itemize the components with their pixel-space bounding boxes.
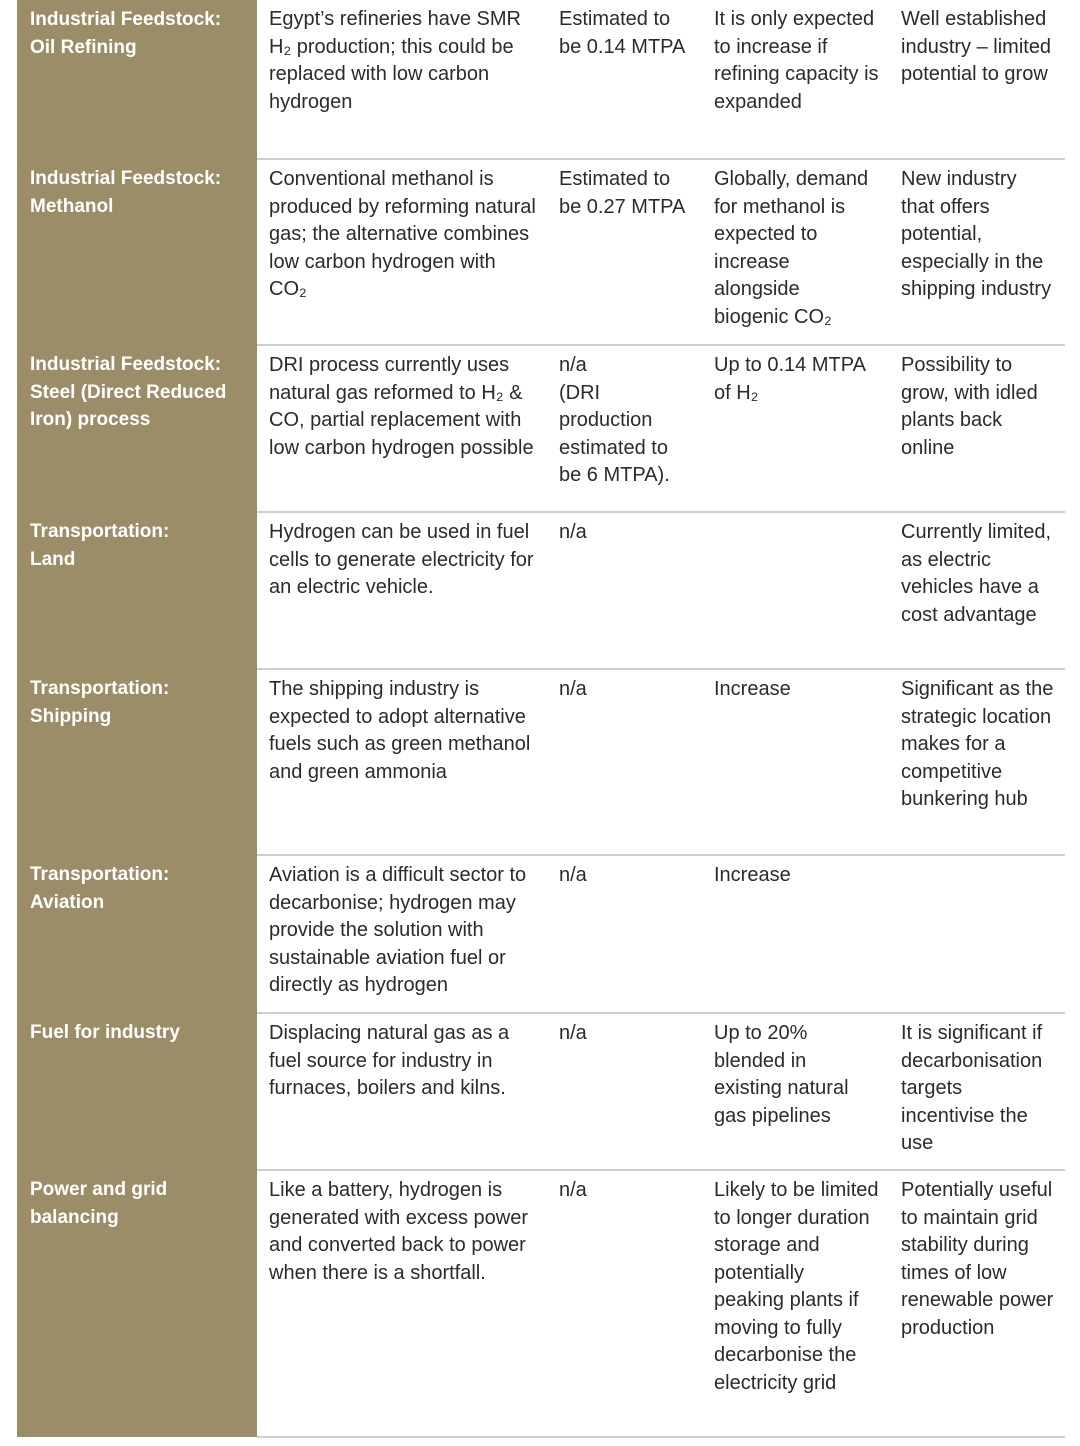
table-row <box>17 1013 1065 1170</box>
potential-cell: Significant as the strategic location makes for a competitive bunkering hub <box>889 669 1065 855</box>
potential-cell: New industry that offers potential, especially in the shipping industry <box>889 159 1065 345</box>
demand-cell: n/a <box>547 855 702 1013</box>
potential-cell: Currently limited, as electric vehicles have a cost advantage <box>889 512 1065 669</box>
description-cell: Aviation is a difficult sector to decarbonise; hydrogen may provide the solution with sustainable aviation fuel or directly as hydrogen <box>257 855 547 1013</box>
table-row <box>17 669 1065 855</box>
description-cell: Egypt’s refineries have SMR H₂ production; this could be replaced with low carbon hydrogen <box>257 0 547 159</box>
sector-label: Industrial Feedstock: Oil Refining <box>30 9 222 58</box>
outlook-cell: Up to 20% blended in existing natural gas pipelines <box>702 1013 889 1170</box>
sector-label: Transportation: Aviation <box>30 864 170 913</box>
outlook-cell: Likely to be limited to longer duration storage and potentially peaking plants if moving to fully decarbonise the electricity grid <box>702 1170 889 1437</box>
outlook-cell: Increase <box>702 669 889 855</box>
demand-cell: n/a (DRI production estimated to be 6 MTPA). <box>547 345 702 512</box>
potential-cell: Possibility to grow, with idled plants back online <box>889 345 1065 512</box>
demand-cell: n/a <box>547 669 702 855</box>
potential-cell: It is significant if decarbonisation targets incentivise the use <box>889 1013 1065 1170</box>
table-row <box>17 512 1065 669</box>
sector-label: Industrial Feedstock: Methanol <box>30 168 222 217</box>
outlook-cell: It is only expected to increase if refining capacity is expanded <box>702 0 889 159</box>
sector-label: Transportation: Shipping <box>30 678 170 727</box>
description-cell: DRI process currently uses natural gas reformed to H₂ & CO, partial replacement with low carbon hydrogen possible <box>257 345 547 512</box>
sector-label: Transportation: Land <box>30 521 170 570</box>
description-cell: Conventional methanol is produced by reforming natural gas; the alternative combines low carbon hydrogen with CO₂ <box>257 159 547 345</box>
description-cell: Displacing natural gas as a fuel source for industry in furnaces, boilers and kilns. <box>257 1013 547 1170</box>
outlook-cell: Globally, demand for methanol is expected to increase alongside biogenic CO₂ <box>702 159 889 345</box>
sector-label: Power and grid balancing <box>30 1179 168 1228</box>
table-row <box>17 855 1065 1013</box>
table-row <box>17 1170 1065 1437</box>
sector-label: Fuel for industry <box>30 1022 180 1043</box>
demand-cell: Estimated to be 0.14 MTPA <box>547 0 702 159</box>
table-row <box>17 345 1065 512</box>
table-row <box>17 0 1065 159</box>
potential-cell: Well established industry – limited potential to grow <box>889 0 1065 159</box>
demand-cell: n/a <box>547 512 702 669</box>
outlook-cell: Increase <box>702 855 889 1013</box>
table-row <box>17 159 1065 345</box>
demand-cell: n/a <box>547 1170 702 1437</box>
potential-cell: Potentially useful to maintain grid stability during times of low renewable power production <box>889 1170 1065 1437</box>
description-cell: The shipping industry is expected to adopt alternative fuels such as green methanol and green ammonia <box>257 669 547 855</box>
outlook-cell <box>702 512 889 669</box>
description-cell: Like a battery, hydrogen is generated with excess power and converted back to power when there is a shortfall. <box>257 1170 547 1437</box>
demand-cell: Estimated to be 0.27 MTPA <box>547 159 702 345</box>
sector-label: Industrial Feedstock: Steel (Direct Reduced Iron) process <box>30 354 227 430</box>
demand-cell: n/a <box>547 1013 702 1170</box>
hydrogen-demand-table <box>17 0 1065 1438</box>
description-cell: Hydrogen can be used in fuel cells to generate electricity for an electric vehicle. <box>257 512 547 669</box>
potential-cell <box>889 855 1065 1013</box>
outlook-cell: Up to 0.14 MTPA of H₂ <box>702 345 889 512</box>
